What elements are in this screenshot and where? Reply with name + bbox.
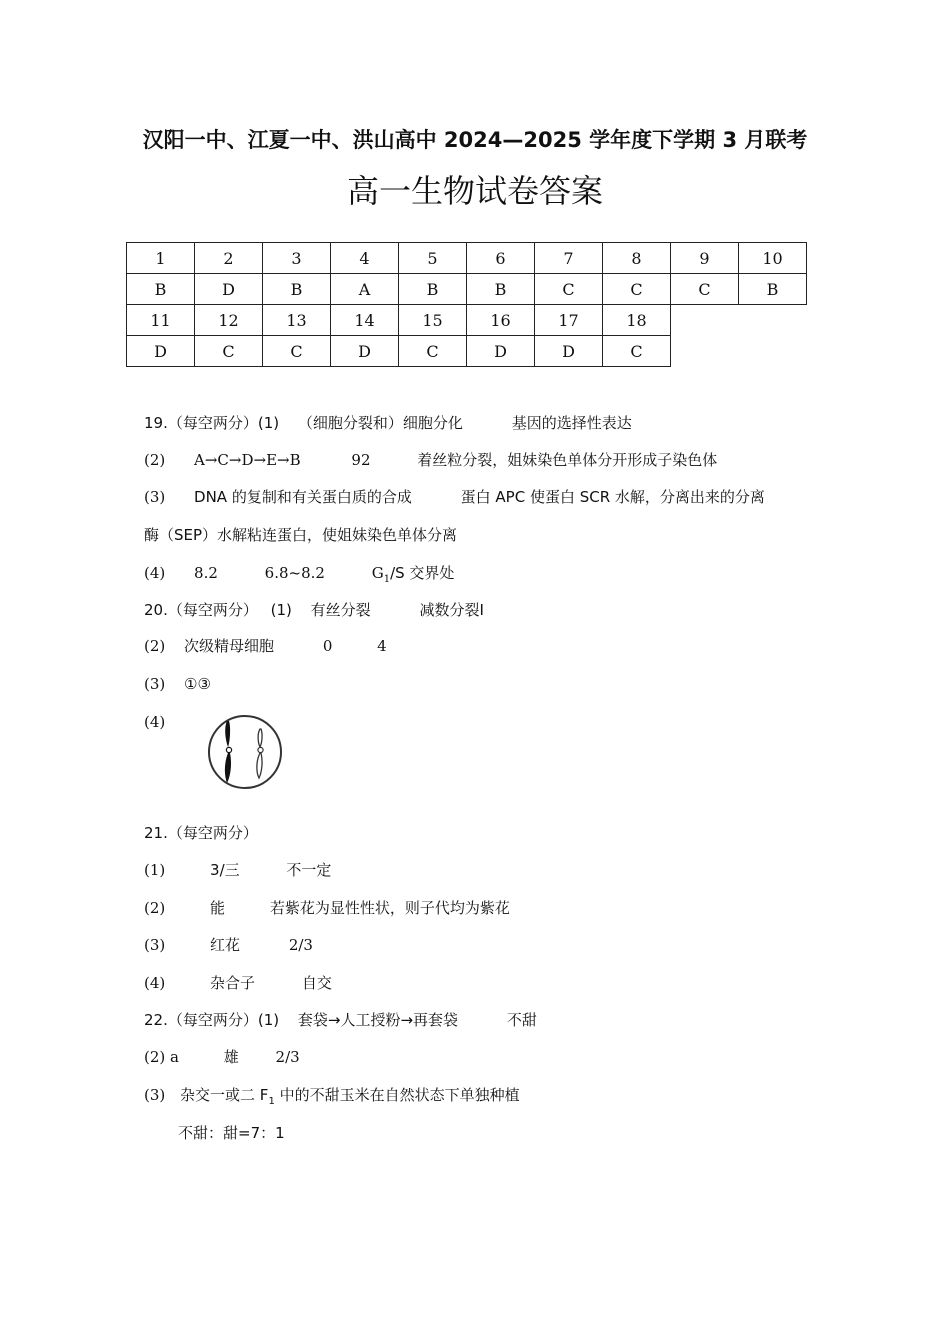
answer-letter: C [399,336,467,367]
q21-p4-answer-1: 杂合子 [210,974,256,992]
empty-cell [671,336,739,367]
question-number: 15 [399,305,467,336]
question-number: 1 [127,243,195,274]
answer-letter: C [535,274,603,305]
empty-cell [739,305,807,336]
table-row-numbers-1 [127,243,807,274]
question-number: 14 [331,305,399,336]
answer-letter: C [195,336,263,367]
answer-letter: B [263,274,331,305]
q19-part4 [144,563,454,590]
part-label: (3) [144,936,166,954]
q22-p1-answer-1: 套袋→人工授粉→再套袋 [297,1011,459,1029]
q19-part3 [144,487,765,507]
answer-letter: B [399,274,467,305]
question-number: 12 [195,305,263,336]
dark-chromosome [225,721,232,783]
q19-part1 [144,413,632,433]
q21-head-line [144,823,258,843]
table-row-answers-2 [127,336,807,367]
q22-p3-prefix: 杂交一或二 F [180,1086,269,1104]
part-label: (4) [144,564,166,582]
q22-part3-ratio [178,1123,285,1143]
subscript-1: 1 [383,574,391,585]
q22-part2 [144,1047,300,1067]
q21-part4 [144,973,332,993]
table-row-answers-1 [127,274,807,305]
q21-p2-answer-2: 若紫花为显性性状，则子代均为紫花 [269,899,510,917]
q22-p3-answer-2: 不甜：甜=7：1 [178,1124,285,1142]
answer-letter: C [263,336,331,367]
q21-p3-answer-1: 红花 [210,936,241,954]
q20-part1 [144,600,484,620]
question-number: 10 [739,243,807,274]
q20-p2-answer-2: 0 [322,637,333,655]
multiple-choice-answer-table [126,242,807,367]
question-number: 13 [263,305,331,336]
q20-part3 [144,674,211,694]
part-label: (4) [144,974,166,992]
part-label: (3) [144,488,166,506]
question-number: 3 [263,243,331,274]
cell-membrane [209,716,281,788]
empty-cell [671,305,739,336]
part-label: (4) [144,713,166,731]
question-number: 9 [671,243,739,274]
part-label: (1) [270,601,292,619]
q20-p2-answer-1: 次级精母细胞 [184,637,275,655]
q22-part1 [144,1010,537,1030]
q19-answer-1: （细胞分裂和）细胞分化 [297,414,463,432]
q19-p4-answer-2: 6.8~8.2 [264,564,325,582]
part-label: (2) [144,451,166,469]
q19-p2-answer-3: 着丝粒分裂，姐妹染色单体分开形成子染色体 [417,451,718,469]
q22-p2-answer-2: 2/3 [275,1048,300,1066]
exam-title: 汉阳一中、江夏一中、洪山高中 2024—2025 学年度下学期 3 月联考 [142,128,808,152]
q19-part2 [144,450,717,470]
part-label: (2) [144,637,166,655]
q19-p4-answer-3 [372,563,455,590]
question-number: 5 [399,243,467,274]
part-label: (2) a [144,1048,179,1066]
part-label: (2) [144,899,166,917]
answer-letter: B [739,274,807,305]
answer-letter: D [195,274,263,305]
q20-part4 [144,712,165,732]
answer-letter: A [331,274,399,305]
q21-p4-answer-2: 自交 [301,974,332,992]
answer-letter: C [603,336,671,367]
question-number: 6 [467,243,535,274]
q22-p1-answer-2: 不甜 [506,1011,537,1029]
q21-head: 21.（每空两分） [144,824,258,842]
q20-p2-answer-3: 4 [377,637,387,655]
q20-p3-answer-1: ①③ [184,675,211,693]
answer-letter: B [127,274,195,305]
q19-p4-answer-1: 8.2 [194,564,218,582]
q20-head: 20.（每空两分） [144,601,258,619]
q19-p3-answer-2-cont: 酶（SEP）水解粘连蛋白，使姐妹染色单体分离 [144,526,458,544]
answer-key-title: 高一生物试卷答案 [346,172,603,210]
q22-part3 [144,1085,520,1112]
question-number: 16 [467,305,535,336]
q21-p2-answer-1: 能 [210,899,226,917]
q22-p3-suffix: 中的不甜玉米在自然状态下单独种植 [274,1086,520,1104]
q20-p1-answer-1: 有丝分裂 [310,601,371,619]
empty-cell [739,336,807,367]
cell-chromosome-diagram [205,712,285,792]
q19-p3-answer-1: DNA 的复制和有关蛋白质的合成 [194,488,412,506]
question-number: 18 [603,305,671,336]
question-number: 8 [603,243,671,274]
q22-p2-answer-1: 雄 [223,1048,239,1066]
question-number: 7 [535,243,603,274]
q19-part3-continued [144,525,457,545]
q20-p1-answer-2: 减数分裂Ⅰ [419,601,484,619]
q21-p3-answer-2: 2/3 [288,936,313,954]
part-label: (3) [144,1086,166,1104]
q19-answer-2: 基因的选择性表达 [511,414,632,432]
answer-letter: C [603,274,671,305]
table-row-numbers-2 [127,305,807,336]
question-number: 17 [535,305,603,336]
q19-p3-answer-2: 蛋白 APC 使蛋白 SCR 水解，分离出来的分离 [460,488,765,506]
q21-p1-answer-2: 不一定 [286,861,332,879]
q22-head: 22.（每空两分）(1) [144,1011,280,1029]
answer-letter: D [127,336,195,367]
answer-letter: D [331,336,399,367]
q21-part2 [144,898,510,918]
question-number: 4 [331,243,399,274]
q19-p2-answer-2: 92 [351,451,371,469]
part-label: (3) [144,675,166,693]
q20-part2 [144,636,387,656]
question-number: 11 [127,305,195,336]
answer-letter: D [535,336,603,367]
g1s-suffix: /S 交界处 [390,564,455,582]
part-label: (1) [144,861,166,879]
q22-p3-answer-1 [180,1085,520,1112]
answer-letter: B [467,274,535,305]
question-number: 2 [195,243,263,274]
q21-p1-answer-1: 3/三 [210,861,240,879]
answer-letter: C [671,274,739,305]
q19-head: 19.（每空两分）(1) [144,414,280,432]
light-chromosome [257,729,263,778]
q19-p2-answer-1: A→C→D→E→B [194,451,301,469]
q21-part3 [144,935,313,955]
answer-letter: D [467,336,535,367]
subscript-1: 1 [268,1096,275,1107]
g-letter: G [371,564,384,582]
q21-part1 [144,860,331,880]
